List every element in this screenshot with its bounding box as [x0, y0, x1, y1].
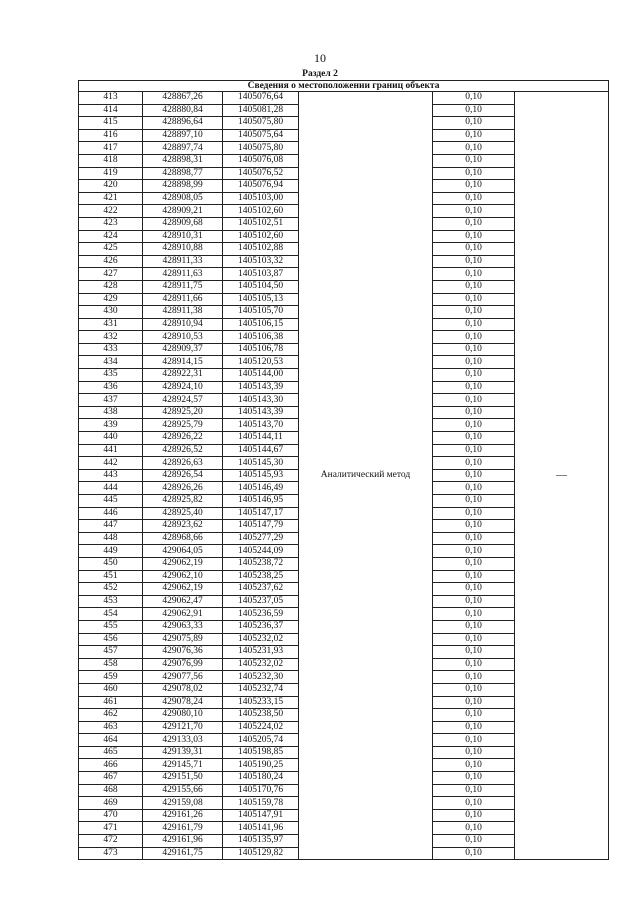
- accuracy-cell: 0,10: [433, 444, 515, 457]
- accuracy-cell: 0,10: [433, 104, 515, 117]
- accuracy-cell: 0,10: [433, 658, 515, 671]
- x-coordinate-cell: 428925,40: [143, 507, 223, 520]
- y-coordinate-cell: 1405236,59: [223, 608, 299, 621]
- x-coordinate-cell: 429062,19: [143, 583, 223, 596]
- y-coordinate-cell: 1405143,39: [223, 381, 299, 394]
- accuracy-cell: 0,10: [433, 545, 515, 558]
- accuracy-cell: 0,10: [433, 809, 515, 822]
- accuracy-cell: 0,10: [433, 520, 515, 533]
- point-number-cell: 414: [79, 104, 143, 117]
- point-number-cell: 417: [79, 142, 143, 155]
- point-number-cell: 436: [79, 381, 143, 394]
- y-coordinate-cell: 1405190,25: [223, 759, 299, 772]
- x-coordinate-cell: 428911,63: [143, 268, 223, 281]
- y-coordinate-cell: 1405075,80: [223, 142, 299, 155]
- accuracy-cell: 0,10: [433, 117, 515, 130]
- y-coordinate-cell: 1405145,30: [223, 457, 299, 470]
- accuracy-cell: 0,10: [433, 432, 515, 445]
- y-coordinate-cell: 1405232,30: [223, 671, 299, 684]
- y-coordinate-cell: 1405237,05: [223, 595, 299, 608]
- x-coordinate-cell: 429078,02: [143, 683, 223, 696]
- accuracy-cell: 0,10: [433, 734, 515, 747]
- y-coordinate-cell: 1405224,02: [223, 721, 299, 734]
- accuracy-cell: 0,10: [433, 406, 515, 419]
- x-coordinate-cell: 428911,38: [143, 306, 223, 319]
- x-coordinate-cell: 428911,33: [143, 255, 223, 268]
- y-coordinate-cell: 1405076,08: [223, 154, 299, 167]
- y-coordinate-cell: 1405106,15: [223, 318, 299, 331]
- x-coordinate-cell: 428910,31: [143, 230, 223, 243]
- y-coordinate-cell: 1405205,74: [223, 734, 299, 747]
- x-coordinate-cell: 429155,66: [143, 784, 223, 797]
- accuracy-cell: 0,10: [433, 343, 515, 356]
- x-coordinate-cell: 428897,10: [143, 129, 223, 142]
- y-coordinate-cell: 1405103,32: [223, 255, 299, 268]
- accuracy-cell: 0,10: [433, 255, 515, 268]
- y-coordinate-cell: 1405147,79: [223, 520, 299, 533]
- x-coordinate-cell: 429062,19: [143, 557, 223, 570]
- point-number-cell: 452: [79, 583, 143, 596]
- x-coordinate-cell: 428924,10: [143, 381, 223, 394]
- y-coordinate-cell: 1405144,00: [223, 369, 299, 382]
- y-coordinate-cell: 1405147,17: [223, 507, 299, 520]
- y-coordinate-cell: 1405236,37: [223, 620, 299, 633]
- y-coordinate-cell: 1405143,30: [223, 394, 299, 407]
- accuracy-cell: 0,10: [433, 772, 515, 785]
- point-number-cell: 449: [79, 545, 143, 558]
- point-number-cell: 453: [79, 595, 143, 608]
- accuracy-cell: 0,10: [433, 419, 515, 432]
- accuracy-cell: 0,10: [433, 608, 515, 621]
- accuracy-cell: 0,10: [433, 557, 515, 570]
- x-coordinate-cell: 428926,52: [143, 444, 223, 457]
- boundary-coordinates-table: [78, 80, 609, 860]
- point-number-cell: 458: [79, 658, 143, 671]
- accuracy-cell: 0,10: [433, 369, 515, 382]
- y-coordinate-cell: 1405103,87: [223, 268, 299, 281]
- x-coordinate-cell: 428897,74: [143, 142, 223, 155]
- point-number-cell: 464: [79, 734, 143, 747]
- table-body: [79, 81, 609, 860]
- y-coordinate-cell: 1405105,13: [223, 293, 299, 306]
- x-coordinate-cell: 429159,08: [143, 797, 223, 810]
- y-coordinate-cell: 1405146,49: [223, 482, 299, 495]
- point-number-cell: 430: [79, 306, 143, 319]
- point-number-cell: 427: [79, 268, 143, 281]
- y-coordinate-cell: 1405238,50: [223, 709, 299, 722]
- y-coordinate-cell: 1405180,24: [223, 772, 299, 785]
- accuracy-cell: 0,10: [433, 759, 515, 772]
- section-title: Раздел 2: [302, 69, 338, 79]
- point-number-cell: 457: [79, 646, 143, 659]
- x-coordinate-cell: 429161,26: [143, 809, 223, 822]
- y-coordinate-cell: 1405141,96: [223, 822, 299, 835]
- y-coordinate-cell: 1405277,29: [223, 532, 299, 545]
- point-number-cell: 443: [79, 469, 143, 482]
- accuracy-cell: 0,10: [433, 784, 515, 797]
- accuracy-cell: 0,10: [433, 721, 515, 734]
- point-number-cell: 454: [79, 608, 143, 621]
- accuracy-cell: 0,10: [433, 507, 515, 520]
- y-coordinate-cell: 1405103,00: [223, 192, 299, 205]
- point-number-cell: 471: [79, 822, 143, 835]
- y-coordinate-cell: 1405198,85: [223, 746, 299, 759]
- x-coordinate-cell: 428908,05: [143, 192, 223, 205]
- y-coordinate-cell: 1405232,02: [223, 658, 299, 671]
- x-coordinate-cell: 428880,84: [143, 104, 223, 117]
- page-number: 10: [314, 51, 326, 65]
- y-coordinate-cell: 1405170,76: [223, 784, 299, 797]
- accuracy-cell: 0,10: [433, 797, 515, 810]
- accuracy-cell: 0,10: [433, 356, 515, 369]
- x-coordinate-cell: 428909,21: [143, 205, 223, 218]
- accuracy-cell: 0,10: [433, 243, 515, 256]
- point-number-cell: 465: [79, 746, 143, 759]
- x-coordinate-cell: 429145,71: [143, 759, 223, 772]
- point-number-cell: 442: [79, 457, 143, 470]
- point-number-cell: 422: [79, 205, 143, 218]
- accuracy-cell: 0,10: [433, 847, 515, 860]
- x-coordinate-cell: 428898,77: [143, 167, 223, 180]
- x-coordinate-cell: 428867,26: [143, 92, 223, 105]
- y-coordinate-cell: 1405075,80: [223, 117, 299, 130]
- y-coordinate-cell: 1405102,60: [223, 205, 299, 218]
- point-number-cell: 431: [79, 318, 143, 331]
- y-coordinate-cell: 1405129,82: [223, 847, 299, 860]
- point-number-cell: 447: [79, 520, 143, 533]
- y-coordinate-cell: 1405076,52: [223, 167, 299, 180]
- point-number-cell: 451: [79, 570, 143, 583]
- point-number-cell: 416: [79, 129, 143, 142]
- point-number-cell: 473: [79, 847, 143, 860]
- accuracy-cell: 0,10: [433, 583, 515, 596]
- x-coordinate-cell: 429161,96: [143, 835, 223, 848]
- point-number-cell: 439: [79, 419, 143, 432]
- y-coordinate-cell: 1405159,78: [223, 797, 299, 810]
- accuracy-cell: 0,10: [433, 129, 515, 142]
- accuracy-cell: 0,10: [433, 835, 515, 848]
- point-number-cell: 467: [79, 772, 143, 785]
- x-coordinate-cell: 429062,47: [143, 595, 223, 608]
- x-coordinate-cell: 429161,79: [143, 822, 223, 835]
- point-number-cell: 446: [79, 507, 143, 520]
- y-coordinate-cell: 1405076,94: [223, 180, 299, 193]
- accuracy-cell: 0,10: [433, 709, 515, 722]
- accuracy-cell: 0,10: [433, 683, 515, 696]
- point-number-cell: 415: [79, 117, 143, 130]
- x-coordinate-cell: 428922,31: [143, 369, 223, 382]
- x-coordinate-cell: 428926,26: [143, 482, 223, 495]
- point-number-cell: 468: [79, 784, 143, 797]
- x-coordinate-cell: 429133,03: [143, 734, 223, 747]
- point-number-cell: 433: [79, 343, 143, 356]
- table-caption: Сведения о местоположении границ объекта: [79, 81, 609, 92]
- x-coordinate-cell: 428898,99: [143, 180, 223, 193]
- y-coordinate-cell: 1405102,88: [223, 243, 299, 256]
- y-coordinate-cell: 1405081,28: [223, 104, 299, 117]
- y-coordinate-cell: 1405104,50: [223, 280, 299, 293]
- x-coordinate-cell: 429080,10: [143, 709, 223, 722]
- point-number-cell: 444: [79, 482, 143, 495]
- x-coordinate-cell: 429076,99: [143, 658, 223, 671]
- x-coordinate-cell: 428898,31: [143, 154, 223, 167]
- accuracy-cell: 0,10: [433, 646, 515, 659]
- point-number-cell: 428: [79, 280, 143, 293]
- point-number-cell: 463: [79, 721, 143, 734]
- x-coordinate-cell: 428925,79: [143, 419, 223, 432]
- y-coordinate-cell: 1405143,39: [223, 406, 299, 419]
- accuracy-cell: 0,10: [433, 822, 515, 835]
- x-coordinate-cell: 429076,36: [143, 646, 223, 659]
- x-coordinate-cell: 428914,15: [143, 356, 223, 369]
- accuracy-cell: 0,10: [433, 457, 515, 470]
- y-coordinate-cell: 1405147,91: [223, 809, 299, 822]
- accuracy-cell: 0,10: [433, 746, 515, 759]
- x-coordinate-cell: 428909,37: [143, 343, 223, 356]
- dash-cell: —: [515, 92, 609, 860]
- x-coordinate-cell: 428923,62: [143, 520, 223, 533]
- x-coordinate-cell: 428911,75: [143, 280, 223, 293]
- point-number-cell: 455: [79, 620, 143, 633]
- accuracy-cell: 0,10: [433, 331, 515, 344]
- y-coordinate-cell: 1405144,11: [223, 432, 299, 445]
- y-coordinate-cell: 1405233,15: [223, 696, 299, 709]
- accuracy-cell: 0,10: [433, 532, 515, 545]
- y-coordinate-cell: 1405076,64: [223, 92, 299, 105]
- x-coordinate-cell: 429064,05: [143, 545, 223, 558]
- y-coordinate-cell: 1405244,09: [223, 545, 299, 558]
- y-coordinate-cell: 1405106,78: [223, 343, 299, 356]
- x-coordinate-cell: 428968,66: [143, 532, 223, 545]
- point-number-cell: 413: [79, 92, 143, 105]
- method-cell: Аналитический метод: [299, 92, 433, 860]
- x-coordinate-cell: 429121,70: [143, 721, 223, 734]
- x-coordinate-cell: 428925,82: [143, 495, 223, 508]
- x-coordinate-cell: 429161,75: [143, 847, 223, 860]
- y-coordinate-cell: 1405237,62: [223, 583, 299, 596]
- accuracy-cell: 0,10: [433, 217, 515, 230]
- accuracy-cell: 0,10: [433, 92, 515, 105]
- accuracy-cell: 0,10: [433, 280, 515, 293]
- y-coordinate-cell: 1405105,70: [223, 306, 299, 319]
- x-coordinate-cell: 428924,57: [143, 394, 223, 407]
- accuracy-cell: 0,10: [433, 293, 515, 306]
- point-number-cell: 459: [79, 671, 143, 684]
- x-coordinate-cell: 429062,10: [143, 570, 223, 583]
- point-number-cell: 426: [79, 255, 143, 268]
- point-number-cell: 470: [79, 809, 143, 822]
- y-coordinate-cell: 1405102,51: [223, 217, 299, 230]
- y-coordinate-cell: 1405075,64: [223, 129, 299, 142]
- point-number-cell: 429: [79, 293, 143, 306]
- x-coordinate-cell: 428910,88: [143, 243, 223, 256]
- point-number-cell: 423: [79, 217, 143, 230]
- accuracy-cell: 0,10: [433, 318, 515, 331]
- y-coordinate-cell: 1405232,02: [223, 633, 299, 646]
- point-number-cell: 461: [79, 696, 143, 709]
- y-coordinate-cell: 1405106,38: [223, 331, 299, 344]
- accuracy-cell: 0,10: [433, 230, 515, 243]
- accuracy-cell: 0,10: [433, 595, 515, 608]
- accuracy-cell: 0,10: [433, 167, 515, 180]
- accuracy-cell: 0,10: [433, 306, 515, 319]
- point-number-cell: 419: [79, 167, 143, 180]
- y-coordinate-cell: 1405238,72: [223, 557, 299, 570]
- point-number-cell: 445: [79, 495, 143, 508]
- accuracy-cell: 0,10: [433, 394, 515, 407]
- y-coordinate-cell: 1405232,74: [223, 683, 299, 696]
- point-number-cell: 437: [79, 394, 143, 407]
- accuracy-cell: 0,10: [433, 381, 515, 394]
- y-coordinate-cell: 1405143,70: [223, 419, 299, 432]
- y-coordinate-cell: 1405231,93: [223, 646, 299, 659]
- point-number-cell: 421: [79, 192, 143, 205]
- table-caption-row: [79, 81, 609, 92]
- x-coordinate-cell: 429063,33: [143, 620, 223, 633]
- accuracy-cell: 0,10: [433, 633, 515, 646]
- accuracy-cell: 0,10: [433, 205, 515, 218]
- point-number-cell: 450: [79, 557, 143, 570]
- point-number-cell: 425: [79, 243, 143, 256]
- accuracy-cell: 0,10: [433, 495, 515, 508]
- accuracy-cell: 0,10: [433, 142, 515, 155]
- accuracy-cell: 0,10: [433, 469, 515, 482]
- point-number-cell: 432: [79, 331, 143, 344]
- point-number-cell: 448: [79, 532, 143, 545]
- accuracy-cell: 0,10: [433, 268, 515, 281]
- x-coordinate-cell: 429151,50: [143, 772, 223, 785]
- x-coordinate-cell: 428896,64: [143, 117, 223, 130]
- x-coordinate-cell: 429139,31: [143, 746, 223, 759]
- x-coordinate-cell: 428926,22: [143, 432, 223, 445]
- x-coordinate-cell: 429077,56: [143, 671, 223, 684]
- point-number-cell: 469: [79, 797, 143, 810]
- x-coordinate-cell: 429078,24: [143, 696, 223, 709]
- y-coordinate-cell: 1405135,97: [223, 835, 299, 848]
- point-number-cell: 440: [79, 432, 143, 445]
- y-coordinate-cell: 1405146,95: [223, 495, 299, 508]
- accuracy-cell: 0,10: [433, 620, 515, 633]
- y-coordinate-cell: 1405144,67: [223, 444, 299, 457]
- point-number-cell: 424: [79, 230, 143, 243]
- x-coordinate-cell: 428909,68: [143, 217, 223, 230]
- x-coordinate-cell: 428925,20: [143, 406, 223, 419]
- accuracy-cell: 0,10: [433, 180, 515, 193]
- x-coordinate-cell: 428926,63: [143, 457, 223, 470]
- x-coordinate-cell: 429075,89: [143, 633, 223, 646]
- point-number-cell: 460: [79, 683, 143, 696]
- accuracy-cell: 0,10: [433, 570, 515, 583]
- accuracy-cell: 0,10: [433, 696, 515, 709]
- accuracy-cell: 0,10: [433, 482, 515, 495]
- y-coordinate-cell: 1405102,60: [223, 230, 299, 243]
- accuracy-cell: 0,10: [433, 154, 515, 167]
- x-coordinate-cell: 429062,91: [143, 608, 223, 621]
- point-number-cell: 435: [79, 369, 143, 382]
- table-row: [79, 92, 609, 105]
- point-number-cell: 438: [79, 406, 143, 419]
- x-coordinate-cell: 428910,94: [143, 318, 223, 331]
- accuracy-cell: 0,10: [433, 192, 515, 205]
- point-number-cell: 456: [79, 633, 143, 646]
- y-coordinate-cell: 1405145,93: [223, 469, 299, 482]
- y-coordinate-cell: 1405238,25: [223, 570, 299, 583]
- point-number-cell: 418: [79, 154, 143, 167]
- point-number-cell: 472: [79, 835, 143, 848]
- x-coordinate-cell: 428926,54: [143, 469, 223, 482]
- point-number-cell: 434: [79, 356, 143, 369]
- point-number-cell: 466: [79, 759, 143, 772]
- x-coordinate-cell: 428911,66: [143, 293, 223, 306]
- x-coordinate-cell: 428910,53: [143, 331, 223, 344]
- accuracy-cell: 0,10: [433, 671, 515, 684]
- y-coordinate-cell: 1405120,53: [223, 356, 299, 369]
- point-number-cell: 441: [79, 444, 143, 457]
- point-number-cell: 462: [79, 709, 143, 722]
- point-number-cell: 420: [79, 180, 143, 193]
